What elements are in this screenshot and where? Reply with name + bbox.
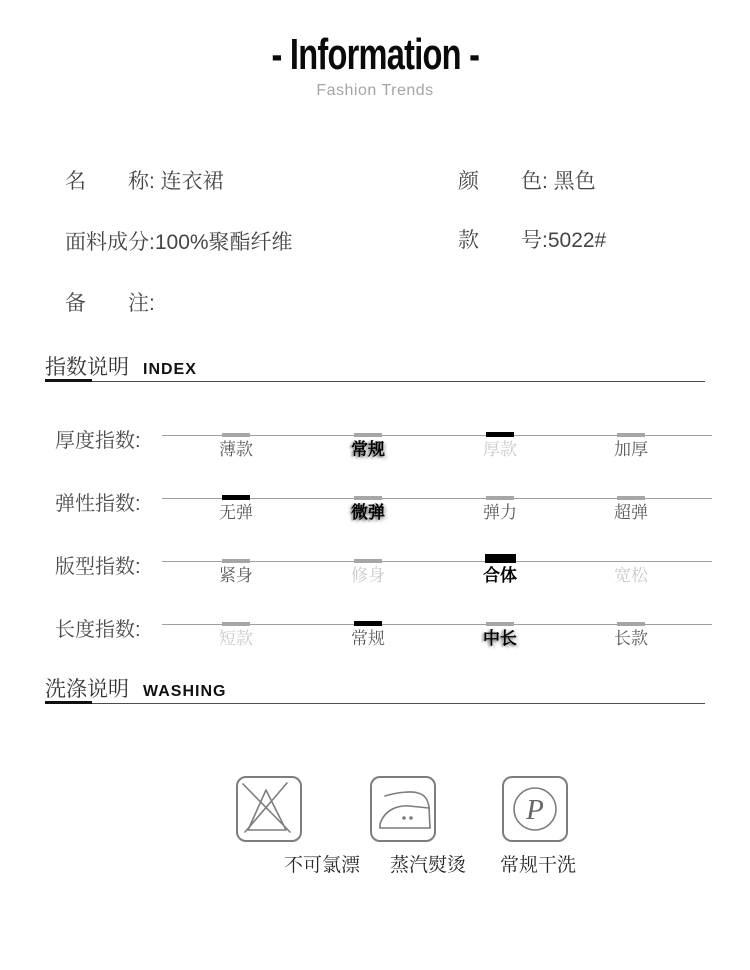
scale-tick — [222, 433, 250, 437]
length-index-row — [0, 611, 750, 667]
option-label: 修身 — [351, 566, 385, 585]
tick-slot — [486, 609, 514, 626]
elasticity-index-row — [0, 485, 750, 541]
option-label: 中长 — [483, 629, 517, 648]
scale-tick — [486, 496, 514, 500]
fabric-composition-row: 面料成分:100%聚酯纤维 — [65, 231, 293, 254]
index-heading-en: INDEX — [143, 361, 197, 378]
dry-clean-p-icon — [502, 776, 568, 842]
style-number-row: 款 号:5022# — [458, 229, 607, 252]
scale-tick — [486, 432, 514, 437]
tick-slot — [617, 546, 645, 563]
option-label: 厚款 — [483, 440, 517, 459]
length-option — [351, 609, 385, 649]
elasticity-option — [614, 483, 648, 523]
option-label: 长款 — [614, 629, 648, 648]
tick-slot — [354, 420, 382, 437]
option-label: 紧身 — [219, 566, 253, 585]
tick-slot — [485, 546, 516, 563]
thickness-scale-line — [162, 435, 712, 459]
tick-slot — [354, 609, 382, 626]
thickness-option — [614, 420, 648, 460]
option-label: 微弹 — [351, 503, 385, 522]
option-label: 常规 — [351, 440, 385, 459]
tick-slot — [222, 609, 250, 626]
tick-slot — [222, 420, 250, 437]
tick-slot — [222, 483, 250, 500]
option-label: 无弹 — [219, 503, 253, 522]
washing-heading-rule — [45, 703, 705, 704]
option-label: 常规 — [351, 629, 385, 648]
steam-iron-label: 蒸汽熨烫 — [389, 855, 467, 876]
scale-tick — [617, 496, 645, 500]
fit-option — [219, 546, 253, 586]
thickness-option — [483, 420, 517, 460]
scale-tick — [354, 621, 382, 626]
thickness-option — [351, 420, 385, 460]
fit-option — [351, 546, 385, 586]
elasticity-scale-line — [162, 498, 712, 522]
index-heading-rule — [45, 381, 705, 382]
length-index-label: 长度指数: — [55, 619, 141, 641]
scale-tick — [617, 622, 645, 626]
option-label: 加厚 — [614, 440, 648, 459]
tick-slot — [617, 483, 645, 500]
scale-tick — [354, 559, 382, 563]
option-label: 宽松 — [614, 566, 648, 585]
option-label: 短款 — [219, 629, 253, 648]
scale-tick — [222, 559, 250, 563]
length-option — [219, 609, 253, 649]
fit-index-label: 版型指数: — [55, 556, 141, 578]
scale-tick — [354, 433, 382, 437]
scale-tick — [485, 554, 516, 563]
thickness-index-label: 厚度指数: — [55, 430, 141, 452]
tick-slot — [354, 483, 382, 500]
elasticity-option — [351, 483, 385, 523]
fit-index-row — [0, 548, 750, 604]
tick-slot — [354, 546, 382, 563]
option-label: 弹力 — [483, 503, 517, 522]
fit-option — [614, 546, 648, 586]
product-name-row: 名 称: 连衣裙 — [65, 170, 224, 193]
page-subtitle: Fashion Trends — [316, 82, 434, 99]
option-label: 超弹 — [614, 503, 648, 522]
scale-tick — [354, 496, 382, 500]
steam-iron-icon — [370, 776, 436, 842]
index-heading-cn: 指数说明 — [45, 356, 129, 379]
length-option — [483, 609, 517, 649]
option-label: 合体 — [483, 566, 517, 585]
dry-clean-label: 常规干洗 — [499, 855, 577, 876]
fit-scale-line — [162, 561, 712, 585]
washing-heading-cn: 洗涤说明 — [45, 678, 129, 701]
option-label: 薄款 — [219, 440, 253, 459]
page-header — [0, 30, 750, 80]
no-chlorine-bleach-label: 不可氯漂 — [283, 855, 361, 876]
scale-tick — [617, 433, 645, 437]
color-row: 颜 色: 黑色 — [458, 170, 596, 193]
tick-slot — [486, 420, 514, 437]
scale-tick — [222, 495, 250, 500]
page-title: - Information - — [271, 30, 479, 79]
scale-tick — [222, 622, 250, 626]
svg-text:P: P — [526, 794, 544, 826]
elasticity-option — [219, 483, 253, 523]
thickness-option — [219, 420, 253, 460]
washing-section-heading — [45, 673, 226, 703]
tick-slot — [222, 546, 250, 563]
length-scale-line — [162, 624, 712, 648]
tick-slot — [617, 420, 645, 437]
elasticity-index-label: 弹性指数: — [55, 493, 141, 515]
elasticity-option — [483, 483, 517, 523]
no-chlorine-bleach-icon — [236, 776, 302, 842]
scale-tick — [486, 622, 514, 626]
length-option — [614, 609, 648, 649]
tick-slot — [486, 483, 514, 500]
index-section-heading — [45, 351, 197, 381]
tick-slot — [617, 609, 645, 626]
washing-heading-en: WASHING — [143, 683, 227, 700]
fit-option — [483, 546, 517, 586]
remarks-row: 备 注: — [65, 292, 155, 315]
thickness-index-row — [0, 422, 750, 478]
